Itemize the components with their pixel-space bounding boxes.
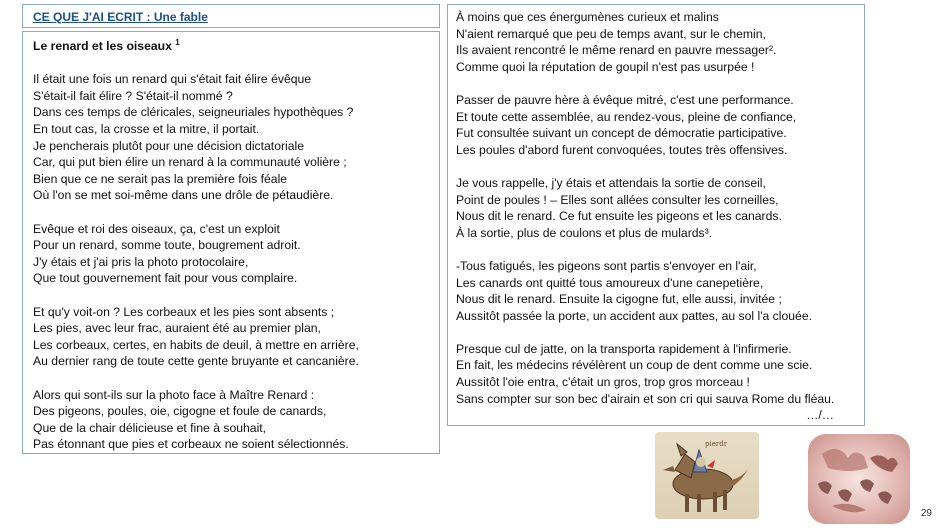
poem-line: Dans ces temps de cléricales, seigneuriales hypothèques ?	[33, 105, 354, 120]
poem-line: Bien que ce ne serait pas la première fois féale	[33, 171, 288, 186]
poem-line: Il était une fois un renard qui s'était fait élire évêque	[33, 72, 312, 87]
right-stanza	[456, 341, 864, 407]
section-header	[22, 4, 440, 28]
poem-line: Que de la chair délicieuse et fine à souhait,	[33, 420, 267, 435]
left-stanza	[33, 387, 439, 453]
poem-line: Comme quoi la réputation de goupil n'est pas usurpée !	[456, 59, 755, 74]
poem-line: Des pigeons, poules, oie, cigogne et foule de canards,	[33, 404, 327, 419]
poem-line: N'aient remarqué que peu de temps avant, sur le chemin,	[456, 26, 766, 41]
fox-drawing	[655, 432, 759, 519]
right-stanza	[456, 258, 864, 324]
poem-line: Que tout gouvernement fait pour vous complaire.	[33, 271, 298, 286]
poem-line: Passer de pauvre hère à évêque mitré, c'est une performance.	[456, 92, 794, 107]
left-text-panel	[22, 31, 440, 454]
poem-line: Ils avaient rencontré le même renard en pauvre messager².	[456, 43, 777, 58]
birds-drawing	[808, 434, 910, 524]
poem-title-footnote: 1	[175, 38, 180, 47]
poem-line: Les canards ont quitté tous amoureux d'une canepetière,	[456, 275, 764, 290]
poem-line: Evêque et roi des oiseaux, ça, c'est un exploit	[33, 221, 280, 236]
right-stanza	[456, 9, 864, 75]
poem-line: À moins que ces énergumènes curieux et malins	[456, 10, 719, 24]
poem-line: Point de poules ! – Elles sont allées consulter les corneilles,	[456, 192, 779, 207]
fox-bishop-illustration	[655, 432, 759, 519]
poem-line: Les poules d'abord furent convoquées, toutes très offensives.	[456, 142, 788, 157]
poem-line: Au dernier rang de toute cette gente bruyante et cancanière.	[33, 354, 359, 369]
poem-line: Fut consultée suivant un concept de démocratie participative.	[456, 126, 787, 141]
left-stanzas	[33, 71, 439, 453]
left-stanza	[33, 304, 439, 370]
poem-line: Je pencherais plutôt pour une décision dictatoriale	[33, 138, 305, 153]
poem-line: Pas étonnant que pies et corbeaux ne soient sélectionnés.	[33, 437, 349, 452]
continuation-mark: …/…	[806, 408, 834, 423]
right-stanza	[456, 92, 864, 158]
poem-line: Car, qui put bien élire un renard à la communauté volière ;	[33, 155, 347, 170]
right-stanzas	[456, 9, 864, 407]
section-title: CE QUE J'AI ECRIT : Une fable	[33, 10, 208, 24]
poem-line: Pour un renard, somme toute, bougrement adroit.	[33, 238, 301, 253]
poem-line: Les pies, avec leur frac, auraient été au premier plan,	[33, 321, 321, 336]
poem-line: Et toute cette assemblée, au rendez-vous, pleine de confiance,	[456, 109, 797, 124]
poem-line: Aussitôt passée la porte, un accident aux pattes, au sol l'a clouée.	[456, 308, 812, 323]
poem-line: En fait, les médecins révélèrent un coup de dent comme une scie.	[456, 358, 813, 373]
poem-title: Le renard et les oiseaux	[33, 39, 172, 54]
left-stanza	[33, 71, 439, 204]
poem-line: Et qu'y voit-on ? Les corbeaux et les pies sont absents ;	[33, 304, 335, 319]
poem-line: -Tous fatigués, les pigeons sont partis s'envoyer en l'air,	[456, 258, 757, 273]
poem-line: À la sortie, plus de coulons et plus de mulards³.	[456, 225, 713, 240]
poem-line: S'était-il fait élire ? S'était-il nommé ?	[33, 88, 233, 103]
poem-line: Presque cul de jatte, on la transporta rapidement à l'infirmerie.	[456, 341, 792, 356]
poem-line: Où l'on se met soi-même dans une drôle de pétaudière.	[33, 188, 334, 203]
birds-fresco-illustration	[808, 434, 910, 524]
poem-line: Nous dit le renard. Ce fut ensuite les pigeons et les canards.	[456, 209, 782, 224]
page-number: 29	[920, 508, 932, 519]
fox-caption: pierdr	[705, 440, 728, 448]
poem-line: Les corbeaux, certes, en habits de deuil, à mettre en arrière,	[33, 337, 359, 352]
poem-line: Aussitôt l'oie entra, c'était un gros, trop gros morceau !	[456, 375, 750, 390]
right-stanza	[456, 175, 864, 241]
right-text-panel	[447, 4, 865, 426]
poem-line: J'y étais et j'ai pris la photo protocolaire,	[33, 254, 249, 269]
poem-title-line	[33, 35, 439, 55]
poem-line: Sans compter sur son bec d'airain et son cri qui sauva Rome du fléau.	[456, 391, 835, 406]
poem-line: Alors qui sont-ils sur la photo face à Maître Renard :	[33, 387, 315, 402]
poem-line: En tout cas, la crosse et la mitre, il portait.	[33, 122, 260, 137]
poem-line: Je vous rappelle, j'y étais et attendais la sortie de conseil,	[456, 175, 766, 190]
left-stanza	[33, 221, 439, 287]
poem-line: Nous dit le renard. Ensuite la cigogne fut, elle aussi, invitée ;	[456, 292, 782, 307]
